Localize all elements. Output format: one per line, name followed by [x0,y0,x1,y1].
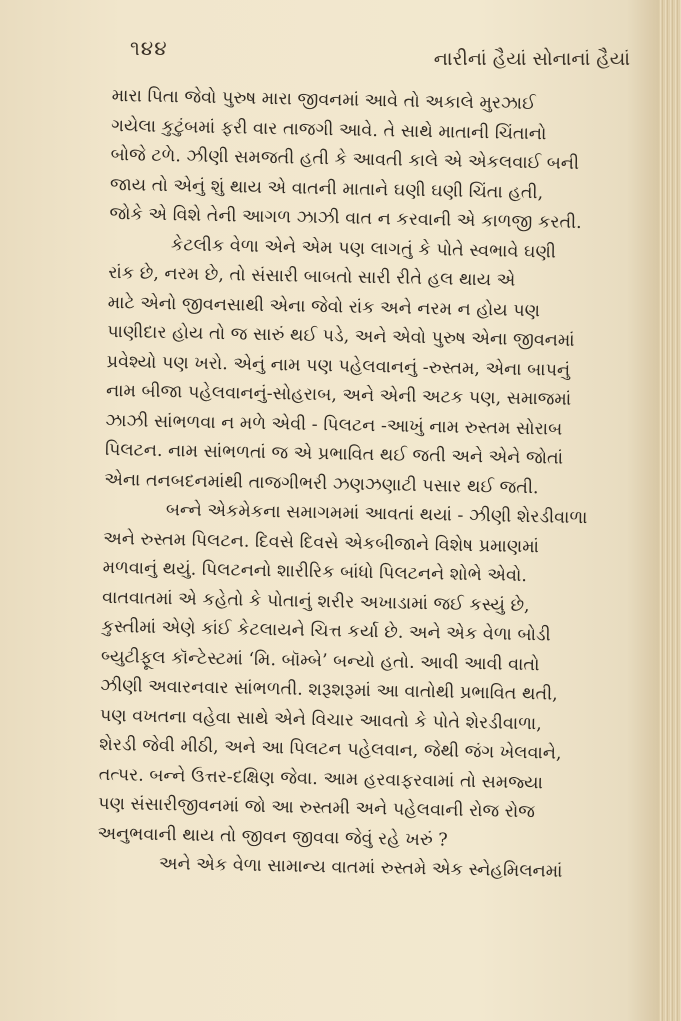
text-line: વાતવાતમાં એ કહેતો કે પોતાનું શરીર અખાડામાં જઈ કસ્યું છે, [101,587,530,616]
text-line: અનુભવાની થાય તો જીવન જીવવા જેવું રહે ખરું ? [97,823,448,851]
text-line: કેટલીક વેળા એને એમ પણ લાગતું કે પોતે સ્વભાવે ઘણી [170,234,557,263]
text-line: પણ વખતના વહેવા સાથે એને વિચાર આવતો કે પોતે શેરડીવાળા, [99,705,542,734]
text-line: ગયેલા કુટુંબમાં ફરી વાર તાજગી આવે. તે સાથે માતાની ચિંતાનો [110,115,547,144]
page-fore-edge [659,0,681,1021]
text-line: અને રુસ્તમ પિલટન. દિવસે દિવસે એકબીજાને વિશેષ પ્રમાણમાં [103,528,540,557]
text-line: પ્રવેશ્યો પણ ખરો. એનું નામ પણ પહેલવાનનું -રુસ્તમ, એના બાપનું [106,351,571,381]
text-line: બ્યુટીફૂલ કૉન્ટેસ્ટમાં ‘મિ. બૉમ્બે’ બન્યો હતો. આવી આવી વાતો [100,646,540,675]
text-line: રાંક છે, નરમ છે, તો સંસારી બાબતો સારી રીતે હલ થાય એ [108,262,516,291]
text-line: જોકે એ વિશે તેની આગળ ઝાઝી વાત ન કરવાની એ કાળજી કરતી. [109,203,582,234]
text-line: મળવાનું થયું. પિલટનનો શારીરિક બાંધો પિલટનને શોભે એવો. [102,557,528,587]
text-line: મારા પિતા જેવો પુરુષ મારા જીવનમાં આવે તો અકાલે મુરઝાઈ [111,85,536,115]
text-line: પિલટન. નામ સાંભળતાં જ એ પ્રભાવિત થઈ જતી અને એને જોતાં [104,439,564,469]
text-line: તત્પર. બન્ને ઉત્તર-દક્ષિણ જેવા. આમ હરવાફરવામાં તો સમજ્યા [98,764,544,793]
paragraph [104,229,629,504]
text-line: કુસ્તીમાં એણે કાંઈ કેટલાયને ચિત્ત કર્યા છે. અને એક વેળા બોડી [101,616,551,646]
running-title: નારીનાં હૈયાં સોનાનાં હૈયાં [433,48,630,70]
text-line: એના તનબદનમાંથી તાજગીભરી ઝણઝણાટી પસાર થઈ જતી. [104,469,539,498]
text-line: ઝીણી અવારનવાર સાંભળતી. શરૂશરૂમાં આ વાતોથી પ્રભાવિત થતી, [100,675,558,705]
text-line: પણ સંસારીજીવનમાં જો આ રુસ્તમી અને પહેલવાની રોજ રોજ [97,793,536,823]
text-line: જાય તો એનું શું થાય એ વાતની માતાને ઘણી ઘણી ચિંતા હતી, [109,174,544,203]
text-line: પાણીદાર હોય તો જ સારું થઈ પડે, અને એવો પુરુષ એના જીવનમાં [107,321,575,351]
paragraph [97,495,624,859]
text-line: બન્ને એકમેકના સમાગમમાં આવતાં થયાં - ઝીણી શેરડીવાળા [165,500,588,529]
page-header [130,34,630,74]
body-text [97,82,632,888]
text-line: નામ બીજા પહેલવાનનું-સોહરાબ, અને એની અટક પણ, સમાજમાં [105,380,572,410]
text-line: શેરડી જેવી મીઠી, અને આ પિલટન પહેલવાન, જેથી જંગ ખેલવાને, [99,734,562,764]
text-line: બોજે ટળે. ઝીણી સમજતી હતી કે આવતી કાલે એ એકલવાઈ બની [110,144,580,174]
paragraph [109,82,632,239]
text-line: અને એક વેળા સામાન્ય વાતમાં રુસ્તમે એક સ્નેહમિલનમાં [158,854,563,882]
text-line: ઝાઝી સાંભળવા ન મળે એવી - પિલટન -આખું નામ રુસ્તમ સોરાબ [105,410,563,440]
page-number: ૧૪૪ [130,36,168,60]
text-line: માટે એનો જીવનસાથી એના જેવો રાંક અને નરમ ન હોય પણ [107,292,541,321]
